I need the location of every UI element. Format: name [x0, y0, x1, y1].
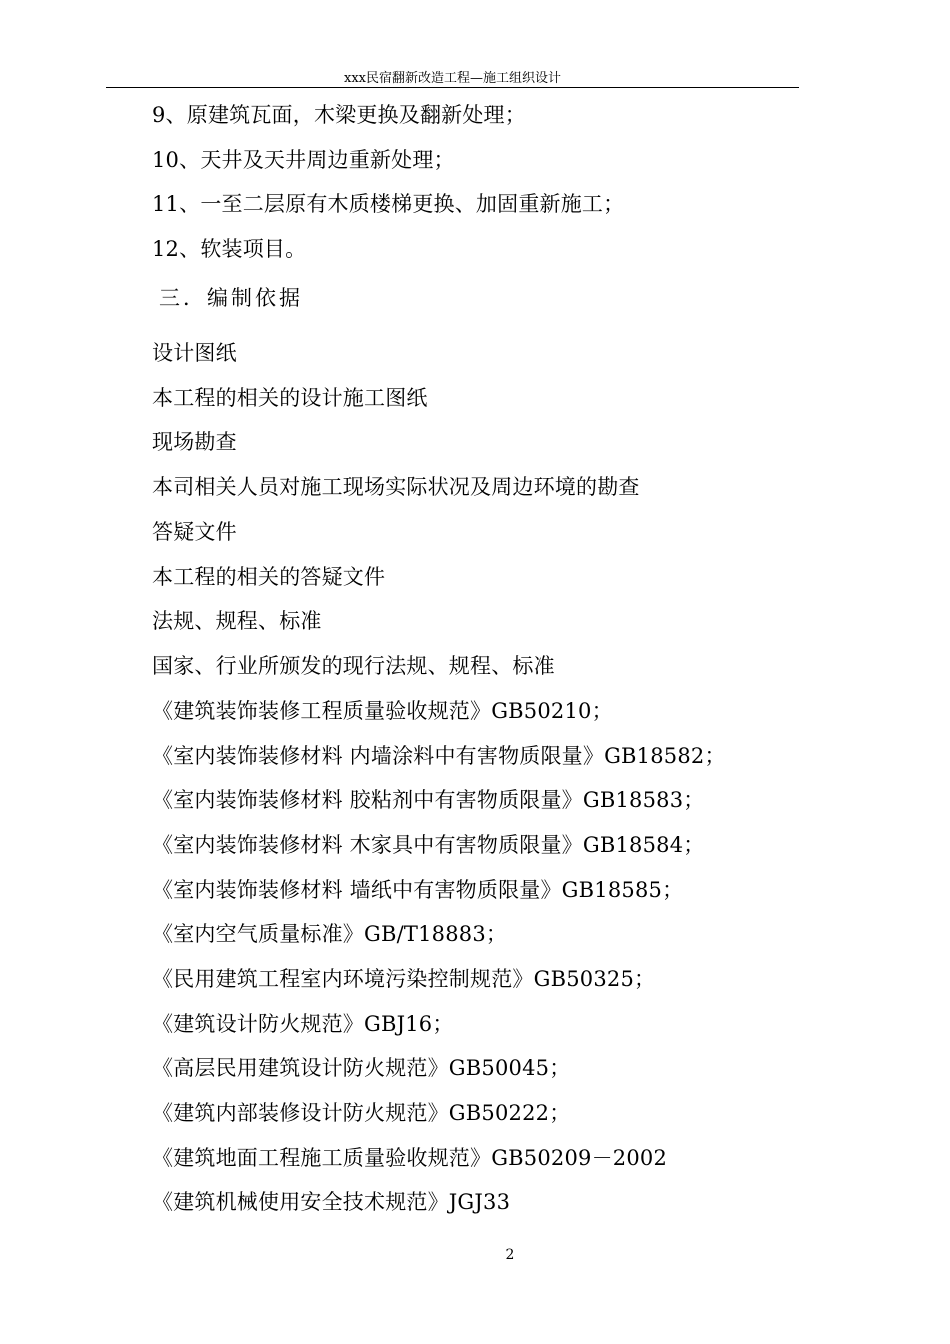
- standard-item: 《室内装饰装修材料 墙纸中有害物质限量》GB18585；: [152, 878, 684, 902]
- list-item-11: 11、一至二层原有木质楼梯更换、加固重新施工；: [152, 192, 625, 216]
- paragraph-design-drawings: 本工程的相关的设计施工图纸: [152, 386, 428, 410]
- page-number: 2: [505, 1247, 515, 1263]
- standard-item: 《建筑设计防火规范》GBJ16；: [152, 1012, 454, 1036]
- standard-item: 《室内装饰装修材料 胶粘剂中有害物质限量》GB18583；: [152, 788, 705, 812]
- section-heading: 三．编制依据: [159, 286, 303, 310]
- list-item-10: 10、天井及天井周边重新处理；: [152, 148, 455, 172]
- paragraph-regulations: 国家、行业所颁发的现行法规、规程、标准: [152, 654, 555, 678]
- paragraph-site-survey: 本司相关人员对施工现场实际状况及周边环境的勘查: [152, 475, 640, 499]
- list-item-9: 9、原建筑瓦面，木梁更换及翻新处理；: [152, 103, 526, 127]
- standard-item: 《室内空气质量标准》GB/T18883；: [152, 922, 508, 946]
- subheading-regulations: 法规、规程、标准: [152, 609, 322, 633]
- standard-item: 《高层民用建筑设计防火规范》GB50045；: [152, 1056, 571, 1080]
- page-header: [106, 70, 799, 88]
- standard-item: 《建筑装饰装修工程质量验收规范》GB50210；: [152, 699, 613, 723]
- subheading-design-drawings: 设计图纸: [152, 341, 237, 365]
- standard-item: 《室内装饰装修材料 内墙涂料中有害物质限量》GB18582；: [152, 744, 726, 768]
- standard-item: 《建筑内部装修设计防火规范》GB50222；: [152, 1101, 571, 1125]
- paragraph-qa-documents: 本工程的相关的答疑文件: [152, 565, 386, 589]
- standard-item: 《建筑机械使用安全技术规范》JGJ33: [152, 1190, 511, 1214]
- list-item-12: 12、软装项目。: [152, 237, 307, 261]
- standard-item: 《民用建筑工程室内环境污染控制规范》GB50325；: [152, 967, 656, 991]
- header-title: xxx民宿翻新改造工程—施工组织设计: [344, 71, 561, 86]
- standard-item: 《建筑地面工程施工质量验收规范》GB50209－2002: [152, 1146, 668, 1170]
- standard-item: 《室内装饰装修材料 木家具中有害物质限量》GB18584；: [152, 833, 705, 857]
- subheading-qa-documents: 答疑文件: [152, 520, 237, 544]
- subheading-site-survey: 现场勘查: [152, 430, 237, 454]
